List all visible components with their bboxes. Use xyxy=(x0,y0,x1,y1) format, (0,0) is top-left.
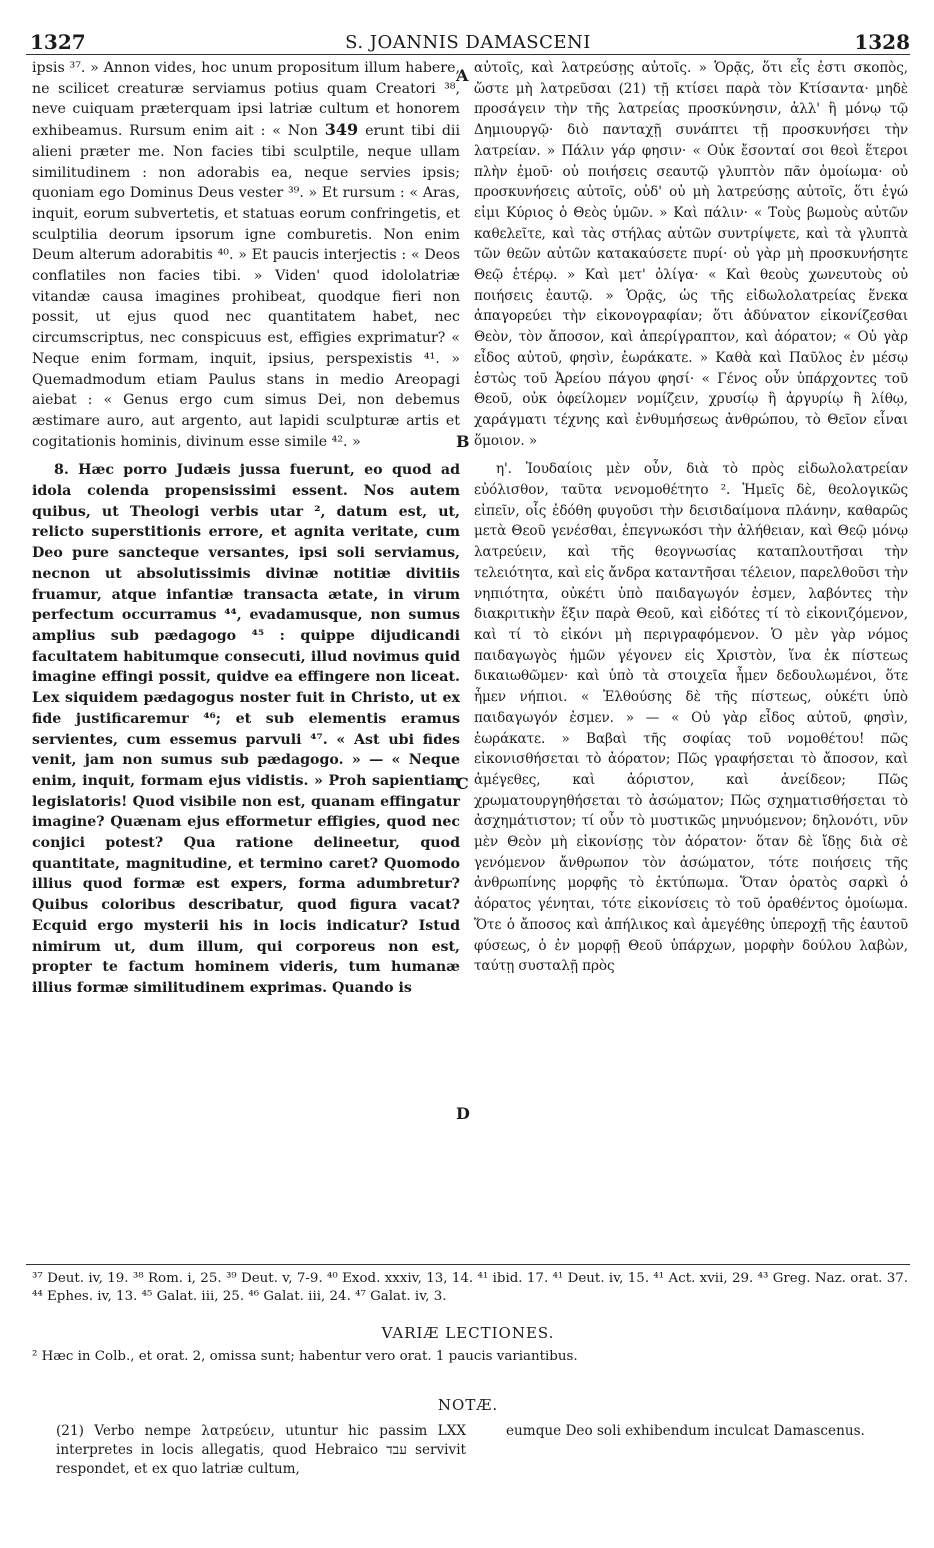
scripture-footnotes: ³⁷ Deut. iv, 19. ³⁸ Rom. i, 25. ³⁹ Deut. v, 7-9. ⁴⁰ Exod. xxxiv, 13, 14. ⁴¹ ibid. 17. ⁴¹ Deut. iv, 15. ⁴¹ Act. xvii, 29. ⁴³ Greg. Naz. orat. 37. ⁴⁴ Ephes. iv, 13. ⁴⁵ Galat. iii, 25. ⁴⁶ Galat. iii, 24. ⁴⁷ Galat. iv, 3. xyxy=(32,1271,908,1304)
greek-column xyxy=(474,58,908,977)
page xyxy=(26,14,910,1534)
page-number-left: 1327 xyxy=(30,30,86,54)
notae-right-text: eumque Deo soli exhibendum inculcat Damascenus. xyxy=(506,1423,865,1439)
page-number-right: 1328 xyxy=(854,30,910,54)
header-rule xyxy=(26,54,910,55)
latin-paragraph-2: 8. Hæc porro Judæis jussa fuerunt, eo quod ad idola colenda propensissimi essent. Nos autem quibus, ut Theologi verbis utar ², datum est, ut, relicto superstitionis errore, et agnita veritate, cum Deo pure sancteque versantes, ipsi soli serviamus, necnon ut absolutissimis divinæ notitiæ divitiis fruamur, atque infantiæ transacta ætate, in virum perfectum occurramus ⁴⁴, evadamusque, non sumus amplius sub pædagogo ⁴⁵ : quippe dijudicandi facultatem habitumque consecuti, illud novimus quid imagine effingi possit, quidve ea effingere non liceat. Lex siquidem pædagogus noster fuit in Christo, ut ex fide justificaremur ⁴⁶; et sub elementis eramus servientes, cum essemus parvuli ⁴⁷. « Ast ubi fides venit, jam non sumus sub pædagogo. » — « Neque enim, inquit, formam ejus vidistis. » Proh sapientiam legislatoris! Quod visibile non est, quanam effingatur imagine? Quænam ejus efformetur effigies, quod nec conjici potest? Qua ratione delineetur, quod quantitate, magnitudine, et termino caret? Quomodo illius quod formæ est expers, forma adumbretur? Quibus coloribus describatur, quod figura vacat? Ecquid ergo mysterii his in locis indicatur? Istud nimirum ut, dum illum, qui corporeus non est, propter te factum hominem videris, tum humanæ illius formæ similitudinem exprimas. Quando is xyxy=(32,462,460,996)
margin-marker-a: A xyxy=(456,66,469,85)
variae-lectiones-title: VARIÆ LECTIONES. xyxy=(381,1324,555,1342)
latin-text-1a: ipsis ³⁷. » Annon vides, hoc unum propositum illum habere, ne scilicet creaturæ serviamus potius quam Creatori ³⁸, neve cuiquam præterquam ipsi latriæ cultum et honorem exhibeamus. Rursum enim ait : « Non xyxy=(32,60,460,140)
margin-marker-c: C xyxy=(456,774,469,793)
margin-marker-b: B xyxy=(456,432,470,451)
footnote-rule xyxy=(26,1264,910,1265)
greek-paragraph-1: αὐτοῖς, καὶ λατρεύσῃς αὐτοῖς. » Ὁρᾷς, ὅτι εἷς ἐστι σκοπὸς, ὥστε μὴ λατρεῦσαι (21) τῇ κτίσει παρὰ τὸν Κτίσαντα· μηδὲ προσάγειν τὴν τῆς λατρείας προσκύνησιν, ἀλλ' ἢ μόνῳ τῷ Δημιουργῷ· διὸ πανταχῇ συνάπτει τῇ προσκυνήσει τὴν λατρείαν. » Πάλιν γάρ φησιν· « Οὐκ ἔσονταί σοι θεοὶ ἕτεροι πλὴν ἐμοῦ· οὐ ποιήσεις σεαυτῷ γλυπτὸν πᾶν ὁμοίωμα· οὐ προσκυνήσεις αὐτοῖς, οὐδ' οὐ μὴ λατρεύσῃς αὐτοῖς, ὅτι ἐγώ εἰμι Κύριος ὁ Θεὸς ὑμῶν. » Καὶ πάλιν· « Τοὺς βωμοὺς αὐτῶν καθελεῖτε, καὶ τὰς στήλας αὐτῶν συντρίψετε, καὶ τὰ γλυπτὰ τῶν θεῶν αὐτῶν κατακαύσετε πυρί· οὐ γὰρ μὴ προσκυνήσητε Θεῷ ἑτέρῳ. » Καὶ μετ' ὀλίγα· « Καὶ θεοὺς χωνευτοὺς οὐ ποιήσεις ἑαυτῷ. » Ὁρᾷς, ὡς τῆς εἰδωλολατρείας ἕνεκα ἀπαγορεύει τὴν εἰκονογραφίαν; ὅτι ἀδύνατον εἰκονίζεσθαι Θεὸν, τὸν ἄποσον, καὶ ἀπερίγραπτον, καὶ ἀόρατον; « Οὐ γὰρ εἶδος αὐτοῦ, φησὶν, ἑωράκατε. » Καθὰ καὶ Παῦλος ἐν μέσῳ ἑστὼς τοῦ Ἀρείου πάγου φησί· « Γένος οὖν ὑπάρχοντες τοῦ Θεοῦ, οὐκ ὀφείλομεν νομίζειν, χρυσίῳ ἢ ἀργυρίῳ ἢ λίθῳ, χαράγματι τέχνης καὶ ἐνθυμήσεως ἀνθρώπου, τὸ Θεῖον εἶναι ὅμοιον. » xyxy=(474,60,908,449)
page-header xyxy=(26,14,910,54)
running-title: S. JOANNIS DAMASCENI xyxy=(345,32,591,53)
notae-title: NOTÆ. xyxy=(437,1396,499,1414)
greek-paragraph-2: η'. Ἰουδαίοις μὲν οὖν, διὰ τὸ πρὸς εἰδωλολατρείαν εὐόλισθον, ταῦτα νενομοθέτητο ². Ἡμεῖς δὲ, θεολογικῶς εἰπεῖν, οἷς ἐδόθη φυγοῦσι τὴν δεισιδαίμονα πλάνην, καθαρῶς μετὰ Θεοῦ γενέσθαι, ἐπεγνωκόσι τὴν ἀλήθειαν, καὶ Θεῷ μόνῳ λατρεύειν, καὶ τῆς θεογνωσίας καταπλουτῆσαι τὴν τελειότητα, καὶ εἰς ἄνδρα καταντῆσαι τέλειον, παρελθοῦσι τὴν νηπιότητα, οὐκέτι ὑπὸ παιδαγωγόν ἐσμεν, λαβόντες τὴν διακριτικὴν ἕξιν παρὰ Θεοῦ, καὶ εἰδότες τί τὸ εἰκονιζόμενον, καὶ τί τὸ εἰκόνι μὴ περιγραφόμενον. Ὁ μὲν γὰρ νόμος παιδαγωγὸς ἡμῶν γέγονεν εἰς Χριστὸν, ἵνα ἐκ πίστεως δικαιωθῶμεν· καὶ ὑπὸ τὰ στοιχεῖα ἦμεν δεδουλωμένοι, ὅτε ἦμεν νήπιοι. « Ἐλθούσης δὲ τῆς πίστεως, οὐκέτι ὑπὸ παιδαγωγόν ἐσμεν. » — « Οὐ γὰρ εἶδος αὐτοῦ, φησὶν, ἑωράκατε. » Βαβαὶ τῆς σοφίας τοῦ νομοθέτου! πῶς εἰκονισθήσεται τὸ ἀόρατον; Πῶς γραφήσεται τὸ ἄποσον, καὶ ἀμέγεθες, καὶ ἀόριστον, καὶ ἀνείδεον; Πῶς χρωματουργηθήσεται τὸ ἀσώματον; Πῶς σχηματισθήσεται τὸ ἀσχημάτιστον; τί οὖν τὸ μυστικῶς μηνυόμενον; δηλονότι, νῦν μὲν Θεὸν μὴ εἰκονίσῃς τὸν ἀόρατον· ὅταν δὲ ἴδῃς διὰ σὲ γενόμενον ἄνθρωπον τὸν ἀσώματον, τότε ποιήσεις τῆς ἀνθρωπίνης μορφῆς τὸ ἐκτύπωμα. Ὅταν ὁρατὸς σαρκὶ ὁ ἀόρατος γένηται, τότε εἰκονίσεις τὸ τοῦ ὁραθέντος ὁμοίωμα. Ὅτε ὁ ἄποσος καὶ ἀπήλικος καὶ ἀμεγέθης ὑπεροχῇ τῆς ἑαυτοῦ φύσεως, ὁ ἐν μορφῇ Θεοῦ ὑπάρχων, μορφὴν δούλου λαβὼν, ταύτῃ συσταλῇ πρὸς xyxy=(474,461,908,975)
variae-lectiones-text: ² Hæc in Colb., et orat. 2, omissa sunt; habentur vero orat. 1 paucis variantibus. xyxy=(32,1349,578,1364)
latin-paragraph-1 xyxy=(32,58,460,452)
latin-text-1b: erunt tibi dii alieni præter me. Non facies tibi sculptile, neque ullam similitudinem : non adorabis ea, neque servies ipsis; quoniam ego Dominus Deus vester ³⁹. » Et rursum : « Aras, inquit, eorum subvertetis, et statuas eorum confringetis, et sculptilia deorum ipsorum igne comburetis. Non enim Deum alterum adorabitis ⁴⁰. » Et paucis interjectis : « Deos conflatiles non facies tibi. » Viden' quod idololatriæ vitandæ causa imagines prohibeat, quodque fieri non possit, ut ejus quod nec quantitatem habet, nec circumscriptus, nec conspicuus est, effigies exprimatur? « Neque enim formam, inquit, ipsius, perspexistis ⁴¹. » Quemadmodum etiam Paulus stans in medio Areopagi aiebat : « Genus ergo cum simus Dei, non debemus æstimare auro, aut argento, aut lapidi sculpturæ artis et cogitationis hominis, divinum esse simile ⁴². » xyxy=(32,123,460,450)
column-number: 349 xyxy=(324,120,359,140)
margin-marker-d: D xyxy=(456,1104,470,1123)
latin-column xyxy=(32,58,460,999)
notae-left-text: (21) Verbo nempe λατρεύειν, utuntur hic passim LXX interpretes in locis allegatis, quod Hebraico עבד servivit respondet, et ex quo latriæ cultum, xyxy=(56,1423,467,1477)
